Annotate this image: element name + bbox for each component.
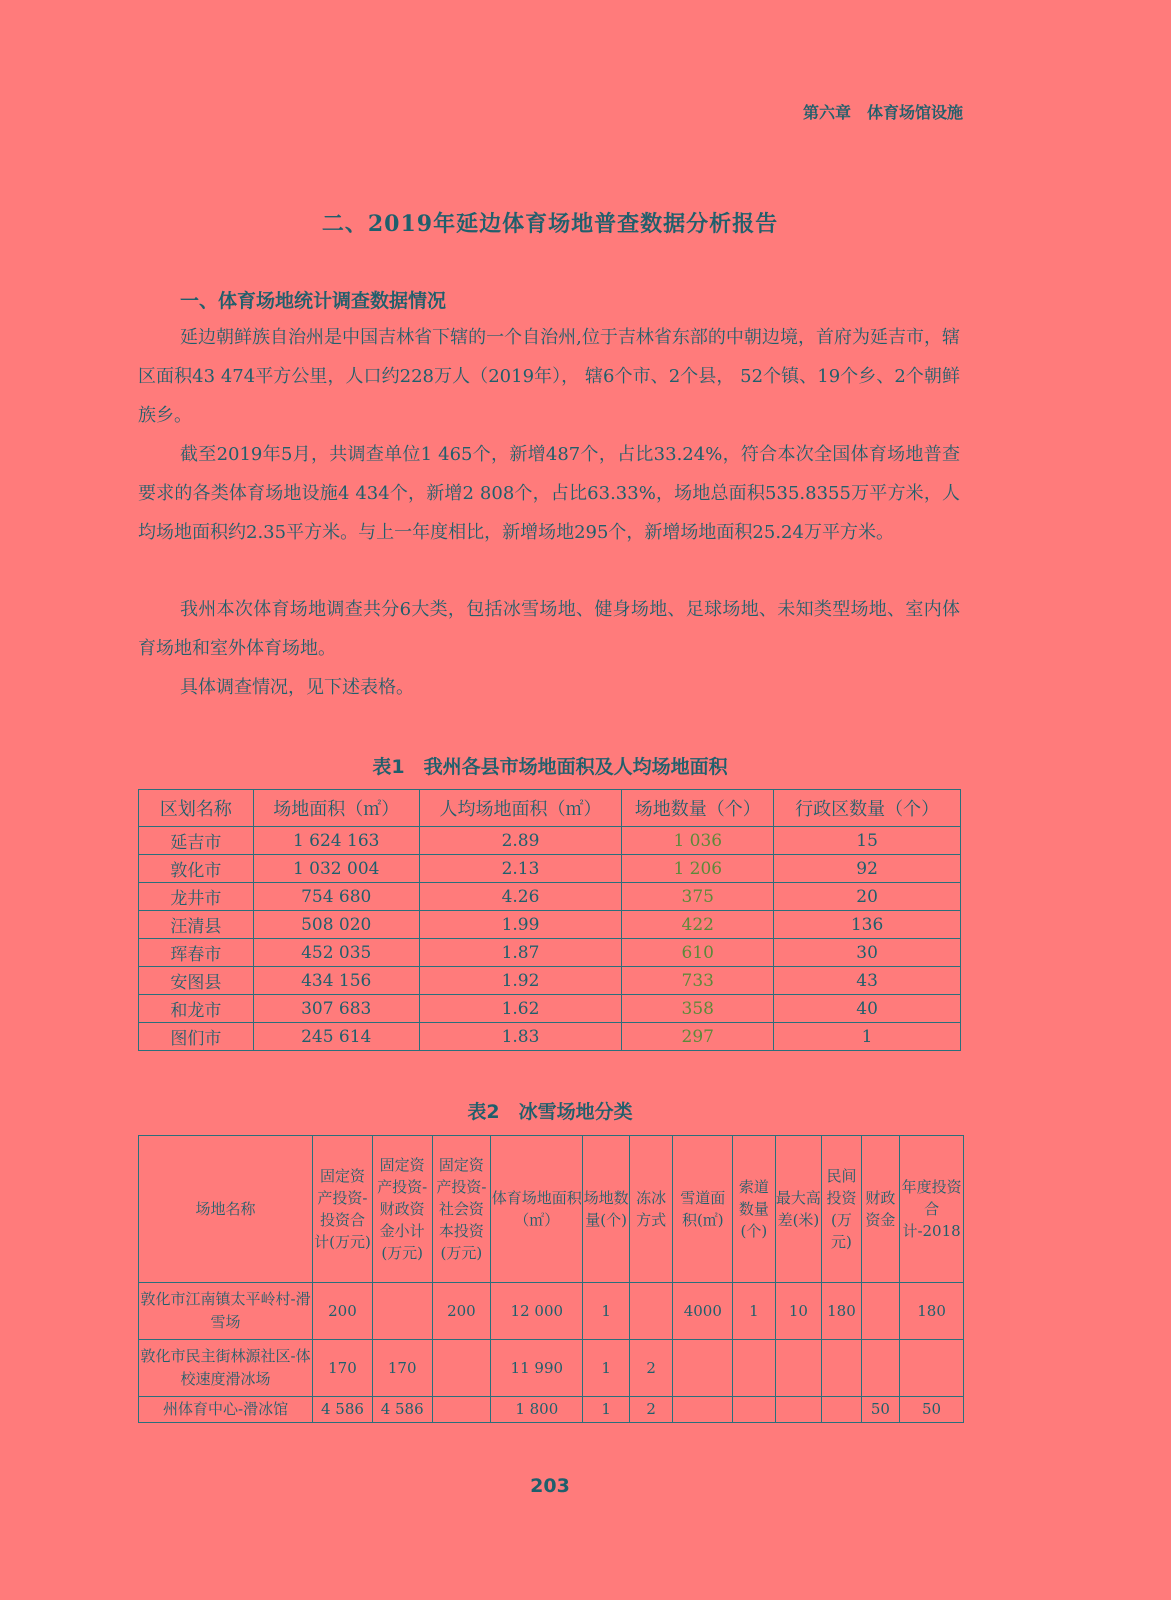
table-cell: [372, 1283, 432, 1340]
table-cell: 1.87: [419, 939, 622, 967]
table-cell: [733, 1397, 776, 1423]
table-cell: 1 800: [491, 1397, 583, 1423]
table-cell: 州体育中心-滑冰馆: [139, 1397, 313, 1423]
page-title: 二、2019年延边体育场地普查数据分析报告: [321, 211, 779, 237]
table-cell: 452 035: [253, 939, 419, 967]
table-row: [139, 995, 961, 1023]
paragraph: 我州本次体育场地调查共分6大类，包括冰雪场地、健身场地、足球场地、未知类型场地、室内体育场地和室外体育场地。: [138, 599, 960, 659]
column-header: 索道数量(个): [733, 1136, 776, 1283]
table-cell: 12 000: [491, 1283, 583, 1340]
table-cell: [900, 1340, 964, 1397]
table-row: [139, 1397, 964, 1423]
column-header: 财政资金: [861, 1136, 899, 1283]
column-header: 民间投资(万元): [822, 1136, 861, 1283]
table-cell: 龙井市: [139, 883, 254, 911]
table-cell: 2: [629, 1340, 673, 1397]
column-header: 区划名称: [139, 790, 254, 827]
table-cell: [822, 1340, 861, 1397]
table-cell: 1 624 163: [253, 827, 419, 855]
table-cell: 40: [774, 995, 961, 1023]
table-cell: 1 036: [622, 827, 774, 855]
table-cell: [673, 1340, 733, 1397]
table-cell: 20: [774, 883, 961, 911]
table-cell: 珲春市: [139, 939, 254, 967]
table-cell: 4 586: [372, 1397, 432, 1423]
table-cell: 1: [733, 1283, 776, 1340]
table-cell: [775, 1340, 822, 1397]
table-cell: 1: [583, 1283, 630, 1340]
table-row: [139, 883, 961, 911]
table-row: [139, 827, 961, 855]
table-cell: 敦化市: [139, 855, 254, 883]
table-cell: 1: [583, 1397, 630, 1423]
table-cell: 和龙市: [139, 995, 254, 1023]
table-row: [139, 1283, 964, 1340]
table-cell: 汪清县: [139, 911, 254, 939]
table-row: [139, 1340, 964, 1397]
table-cell: 4.26: [419, 883, 622, 911]
table-cell: 4 586: [313, 1397, 373, 1423]
table-cell: [673, 1397, 733, 1423]
column-header: 固定资产投资-财政资金小计(万元): [372, 1136, 432, 1283]
column-header: 固定资产投资-社会资本投资(万元): [432, 1136, 491, 1283]
table-row: [139, 911, 961, 939]
table-cell: 1.99: [419, 911, 622, 939]
paragraph: 截至2019年5月，共调查单位1 465个，新增487个，占比33.24%，符合本次全国体育场地普查要求的各类体育场地设施4 434个，新增2 808个，占比63.33%，场地总面积535.8355万平方米，人均场地面积约2.35平方米。与上一年度相比，新增场地295个，新增场地面积25.24万平方米。: [138, 444, 960, 543]
table-header-row: [139, 790, 961, 827]
table-row: [139, 1023, 961, 1051]
table-cell: 180: [822, 1283, 861, 1340]
table-cell: 375: [622, 883, 774, 911]
table-cell: [733, 1340, 776, 1397]
table-header-row: [139, 1136, 964, 1283]
table-cell: 508 020: [253, 911, 419, 939]
table-row: [139, 939, 961, 967]
table-cell: 安图县: [139, 967, 254, 995]
table-cell: 297: [622, 1023, 774, 1051]
table-cell: [629, 1283, 673, 1340]
table-cell: 170: [372, 1340, 432, 1397]
column-header: 年度投资合计-2018: [900, 1136, 964, 1283]
table1-caption: 表1 我州各县市场地面积及人均场地面积: [372, 756, 728, 778]
table2-caption: 表2 冰雪场地分类: [467, 1101, 633, 1123]
column-header: 体育场地面积（㎡）: [491, 1136, 583, 1283]
chapter-header: 第六章 体育场馆设施: [802, 103, 963, 122]
paragraph: 延边朝鲜族自治州是中国吉林省下辖的一个自治州,位于吉林省东部的中朝边境，首府为延吉市，辖区面积43 474平方公里，人口约228万人（2019年）， 辖6个市、2个县， 52个镇、19个乡、2个朝鲜族乡。: [138, 327, 960, 426]
table-cell: 2.13: [419, 855, 622, 883]
table-cell: 245 614: [253, 1023, 419, 1051]
table-cell: 图们市: [139, 1023, 254, 1051]
column-header: 场地名称: [139, 1136, 313, 1283]
table-cell: 敦化市民主街林源社区-体校速度滑冰场: [139, 1340, 313, 1397]
table-cell: 358: [622, 995, 774, 1023]
table-cell: 754 680: [253, 883, 419, 911]
column-header: 行政区数量（个）: [774, 790, 961, 827]
column-header: 人均场地面积（㎡）: [419, 790, 622, 827]
page-number: 203: [530, 1475, 570, 1497]
table-cell: 1.83: [419, 1023, 622, 1051]
table-cell: 50: [861, 1397, 899, 1423]
table-cell: 1 032 004: [253, 855, 419, 883]
column-header: 场地数量（个）: [622, 790, 774, 827]
table-cell: 11 990: [491, 1340, 583, 1397]
table-cell: [432, 1397, 491, 1423]
table-cell: 1: [774, 1023, 961, 1051]
table-cell: 733: [622, 967, 774, 995]
table-cell: 307 683: [253, 995, 419, 1023]
table1: [138, 789, 961, 1051]
table-cell: [432, 1340, 491, 1397]
table-cell: [775, 1397, 822, 1423]
table-cell: 1 206: [622, 855, 774, 883]
table-cell: 4000: [673, 1283, 733, 1340]
table-cell: 50: [900, 1397, 964, 1423]
table-cell: 延吉市: [139, 827, 254, 855]
table-cell: 1.62: [419, 995, 622, 1023]
table-cell: 170: [313, 1340, 373, 1397]
table-cell: [822, 1397, 861, 1423]
table-cell: 136: [774, 911, 961, 939]
table-cell: 敦化市江南镇太平岭村-滑雪场: [139, 1283, 313, 1340]
table-row: [139, 855, 961, 883]
table-cell: 422: [622, 911, 774, 939]
table-cell: 200: [432, 1283, 491, 1340]
table-row: [139, 967, 961, 995]
table-cell: 200: [313, 1283, 373, 1340]
table-cell: 15: [774, 827, 961, 855]
section-heading: 一、体育场地统计调查数据情况: [180, 290, 447, 312]
column-header: 场地面积（㎡）: [253, 790, 419, 827]
table-cell: 2.89: [419, 827, 622, 855]
table-cell: 1.92: [419, 967, 622, 995]
table2: [138, 1135, 964, 1423]
column-header: 最大高差(米): [775, 1136, 822, 1283]
table-cell: 10: [775, 1283, 822, 1340]
table-cell: 30: [774, 939, 961, 967]
paragraph: 具体调查情况，见下述表格。: [180, 677, 414, 698]
column-header: 雪道面积(㎡): [673, 1136, 733, 1283]
table-cell: 1: [583, 1340, 630, 1397]
table-cell: 610: [622, 939, 774, 967]
table-cell: 43: [774, 967, 961, 995]
column-header: 冻冰方式: [629, 1136, 673, 1283]
table-cell: 180: [900, 1283, 964, 1340]
table-cell: 92: [774, 855, 961, 883]
table-cell: [861, 1283, 899, 1340]
table-cell: 434 156: [253, 967, 419, 995]
table-cell: 2: [629, 1397, 673, 1423]
table-cell: [861, 1340, 899, 1397]
column-header: 固定资产投资-投资合计(万元): [313, 1136, 373, 1283]
column-header: 场地数量(个): [583, 1136, 630, 1283]
